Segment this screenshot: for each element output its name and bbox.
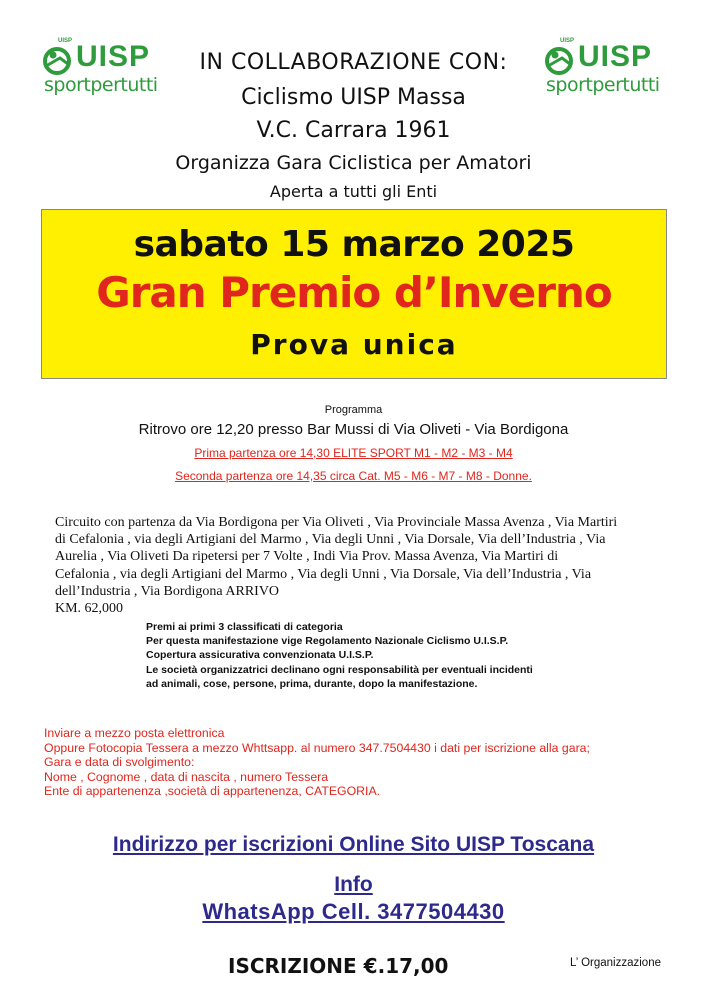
event-date: sabato 15 marzo 2025 [133,224,575,265]
uisp-logo-tagline: sportpertutti [44,74,158,96]
uisp-logo-brand: UISP [578,40,653,73]
second-start-link[interactable]: Seconda partenza ore 14,35 circa Cat. M5 - M6 - M7 - M8 - Donne. [175,469,532,483]
online-registration-link[interactable]: Indirizzo per iscrizioni Online Sito UISP Toscana [112,833,595,856]
registration-line: Oppure Fotocopia Tessera a mezzo Whttsapp. al numero 347.7504430 i dati per iscrizione alla gara; [44,740,590,755]
rules-line: Per questa manifestazione vige Regolamento Nazionale Ciclismo U.I.S.P. [146,635,509,648]
circuit-distance: KM. 62,000 [55,601,124,617]
event-subtitle: Prova unica [250,328,458,361]
partner-club-1: Ciclismo UISP Massa [241,85,466,110]
uisp-logo-small-text: UISP [58,38,73,44]
meeting-point: Ritrovo ore 12,20 presso Bar Mussi di Via Oliveti - Via Bordigona [138,421,569,438]
rules-line: Le società organizzatrici declinano ogni responsabilità per eventuali incidenti [146,663,533,676]
program-heading: Programma [324,404,383,416]
circuit-line: Cefalonia , via degli Artigiani del Marmo , Via degli Unni , Via Dorsale, Via dell’Industria , Via [55,566,592,582]
info-link[interactable]: Info [334,873,373,896]
registration-line: Ente di appartenenza ,società di appartenenza, CATEGORIA. [44,784,381,798]
whatsapp-link[interactable]: WhatsApp Cell. 3477504430 [202,899,505,924]
event-banner [41,209,667,379]
rules-line: Copertura assicurativa convenzionata U.I.S.P. [146,649,374,662]
uisp-logo-brand: UISP [76,40,151,73]
registration-fee: ISCRIZIONE €.17,00 [228,954,449,978]
event-title: Gran Premio d’Inverno [96,268,612,317]
registration-instructions [44,726,694,799]
uisp-logo-small-text: UISP [560,38,575,44]
registration-line: Inviare a mezzo posta elettronica [44,726,225,740]
open-to-all-line: Aperta a tutti gli Enti [269,182,438,201]
circuit-description [55,514,665,617]
event-organizes-line: Organizza Gara Ciclistica per Amatori [175,152,532,174]
first-start-link[interactable]: Prima partenza ore 14,30 ELITE SPORT M1 - M2 - M3 - M4 [194,446,513,460]
circuit-line: Circuito con partenza da Via Bordigona per Via Oliveti , Via Provinciale Massa Avenza , Via Martiri [55,515,618,530]
rules-block [146,620,646,691]
circuit-line: di Cefalonia , via degli Artigiani del Marmo , Via degli Unni , Via Dorsale, Via dell’Industria , Via [55,532,606,548]
circuit-line: dell’Industria , Via Bordigona ARRIVO [55,583,280,599]
collaboration-heading: IN COLLABORAZIONE CON: [199,50,508,75]
rules-line: Premi ai primi 3 classificati di categoria [146,621,343,633]
registration-line: Gara e data di svolgimento: [44,755,195,769]
registration-line: Nome , Cognome , data di nascita , numero Tessera [44,769,329,784]
circuit-line: Aurelia , Via Oliveti Da ripetersi per 7 Volte , Indi Via Prov. Massa Avenza, Via Martiri di [55,549,559,565]
uisp-logo-tagline: sportpertutti [546,74,660,96]
organization-signature: L’ Organizzazione [570,957,661,969]
partner-club-2: V.C. Carrara 1961 [256,118,451,143]
rules-line: ad animali, cose, persone, prima, durante, dopo la manifestazione. [146,677,478,690]
